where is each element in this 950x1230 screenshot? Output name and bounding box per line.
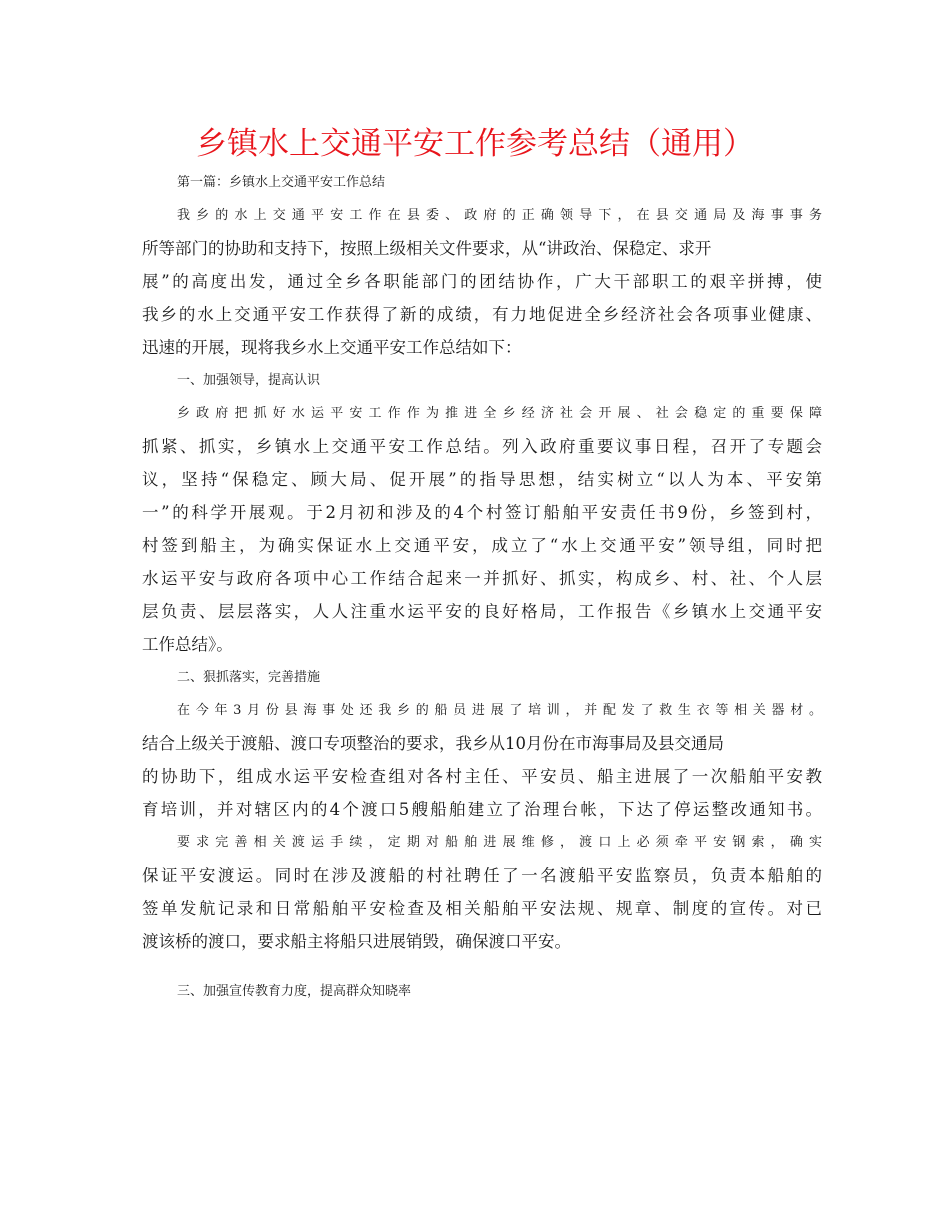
document-line: 抓紧、抓实，乡镇水上交通平安工作总结。列入政府重要议事日程，召开了专题会 xyxy=(142,437,822,456)
document-line: 保证平安渡运。同时在涉及渡船的村社聘任了一名渡船平安监察员，负责本船舶的 xyxy=(142,866,822,885)
paragraph-gap xyxy=(142,958,822,975)
document-line: 结合上级关于渡船、渡口专项整治的要求，我乡从10月份在市海事局及县交通局 xyxy=(142,734,724,753)
document-line: 渡该桥的渡口，要求船主将船只进展销毁，确保渡口平安。 xyxy=(142,932,571,951)
document-line: 议，坚持“保稳定、顾大局、促开展”的指导思想，结实树立“以人为本、平安第 xyxy=(142,470,822,489)
document-line: 的协助下，组成水运平安检查组对各村主任、平安员、船主进展了一次船舶平安教 xyxy=(142,767,822,786)
document-line: 二、狠抓落实，完善措施 xyxy=(177,670,321,685)
document-line: 迅速的开展，现将我乡水上交通平安工作总结如下： xyxy=(142,338,522,357)
document-line: 我乡的水上交通平安工作在县委、政府的正确领导下，在县交通局及海事事务 xyxy=(177,208,822,223)
document-line: 展”的高度出发，通过全乡各职能部门的团结协作，广大干部职工的艰辛拼搏，使 xyxy=(142,272,822,291)
document-line: 育培训，并对辖区内的4个渡口5艘船舶建立了治理台帐，下达了停运整改通知书。 xyxy=(142,800,822,819)
document-line: 签单发航记录和日常船舶平安检查及相关船舶平安法规、规章、制度的宣传。对已 xyxy=(142,899,822,918)
document-line: 要求完善相关渡运手续，定期对船舶进展维修，渡口上必须牵平安钢索，确实 xyxy=(177,835,822,850)
document-line: 第一篇：乡镇水上交通平安工作总结 xyxy=(177,175,386,190)
document-body xyxy=(142,166,822,1008)
document-line: 乡政府把抓好水运平安工作作为推进全乡经济社会开展、社会稳定的重要保障 xyxy=(177,406,822,421)
document-line: 村签到船主，为确实保证水上交通平安，成立了“水上交通平安”领导组，同时把 xyxy=(142,536,822,555)
document-line: 所等部门的协助和支持下，按照上级相关文件要求，从“讲政治、保稳定、求开 xyxy=(142,239,712,258)
document-line: 工作总结》。 xyxy=(142,635,233,654)
document-line: 在今年3月份县海事处还我乡的船员进展了培训，并配发了救生衣等相关器材。 xyxy=(177,703,822,718)
document-line: 一”的科学开展观。于2月初和涉及的4个村签订船舶平安责任书9份，乡签到村， xyxy=(142,503,822,522)
document-line: 层负责、层层落实，人人注重水运平安的良好格局，工作报告《乡镇水上交通平安 xyxy=(142,602,822,621)
document-line: 我乡的水上交通平安工作获得了新的成绩，有力地促进全乡经济社会各项事业健康、 xyxy=(142,305,822,324)
document-line: 一、加强领导，提高认识 xyxy=(177,373,321,388)
document-title: 乡镇水上交通平安工作参考总结（通用） xyxy=(196,126,754,162)
document-line: 三、加强宣传教育力度，提高群众知晓率 xyxy=(177,984,412,999)
document-line: 水运平安与政府各项中心工作结合起来一并抓好、抓实，构成乡、村、社、个人层 xyxy=(142,569,822,588)
